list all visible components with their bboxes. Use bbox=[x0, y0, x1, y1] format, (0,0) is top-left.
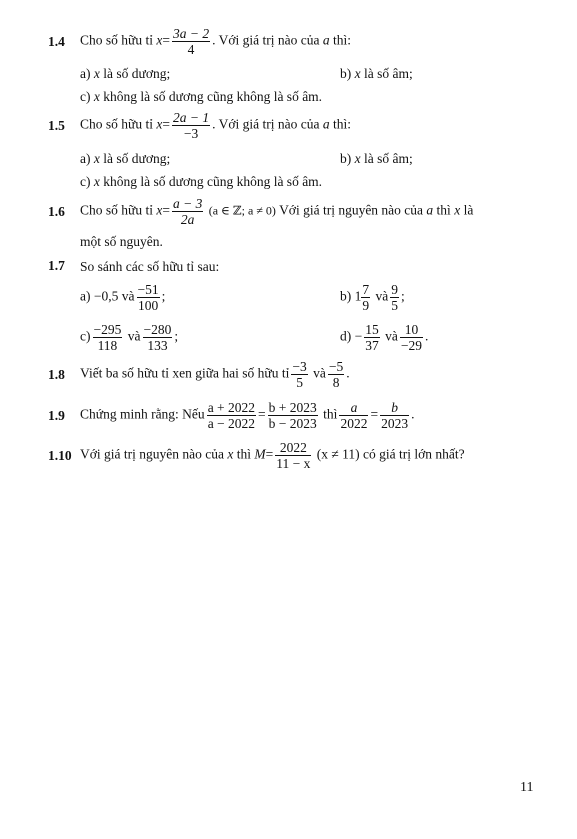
problem-1-4-statement bbox=[80, 26, 351, 57]
problem-1-7-statement: So sánh các số hữu tỉ sau: bbox=[80, 259, 220, 274]
text: = bbox=[265, 446, 274, 462]
fraction bbox=[364, 322, 380, 353]
variable: x bbox=[93, 151, 100, 166]
text: thì: bbox=[332, 116, 351, 132]
numerator: 9 bbox=[391, 282, 398, 297]
text: ; bbox=[401, 288, 405, 304]
problem-1-6-statement bbox=[80, 196, 540, 227]
numerator: −295 bbox=[93, 322, 122, 337]
text: Với giá trị nguyên nào của bbox=[279, 202, 424, 218]
item-label: c) bbox=[80, 328, 91, 344]
value: −0,5 bbox=[93, 288, 119, 304]
text: . bbox=[346, 365, 350, 381]
item-label: b) bbox=[340, 66, 352, 81]
denominator: −29 bbox=[400, 338, 422, 353]
problem-1-7-item-c bbox=[80, 322, 178, 353]
fraction bbox=[339, 400, 368, 431]
denominator: a − 2022 bbox=[207, 416, 256, 431]
variable: a bbox=[322, 32, 330, 48]
variable: a bbox=[426, 202, 434, 218]
fraction bbox=[400, 322, 423, 353]
numerator: a − 3 bbox=[172, 196, 203, 211]
problem-1-5-item-c bbox=[80, 173, 322, 191]
text: Viết ba số hữu tỉ xen giữa hai số hữu tỉ bbox=[80, 365, 290, 381]
item-label: c) bbox=[80, 174, 91, 189]
text: ; bbox=[161, 288, 166, 304]
fraction bbox=[390, 282, 399, 313]
variable: a bbox=[322, 116, 330, 132]
text: . Với giá trị nào của bbox=[212, 32, 320, 48]
text: . Với giá trị nào của bbox=[212, 116, 320, 132]
text: Với giá trị nguyên nào của bbox=[80, 446, 224, 462]
problem-number: 1.9 bbox=[48, 408, 65, 423]
text: là số âm; bbox=[364, 66, 413, 81]
denominator: 8 bbox=[332, 375, 340, 390]
text: = bbox=[258, 406, 266, 422]
denominator: 9 bbox=[362, 298, 370, 313]
denominator: 118 bbox=[97, 338, 118, 353]
denominator: b − 2023 bbox=[268, 416, 317, 431]
numerator: 3a − 2 bbox=[172, 26, 210, 41]
condition: (a ∈ ℤ; a ≠ 0) bbox=[208, 203, 276, 218]
denominator: 2a bbox=[180, 212, 195, 227]
problem-1-4-item-a bbox=[80, 65, 170, 83]
text: là số dương; bbox=[103, 66, 171, 81]
problem-1-7-item-a bbox=[80, 282, 165, 313]
text: và bbox=[127, 328, 141, 344]
denominator: 4 bbox=[187, 42, 195, 57]
text: Chứng minh rằng: Nếu bbox=[80, 406, 205, 422]
text: = bbox=[162, 32, 170, 48]
denominator: 133 bbox=[147, 338, 168, 353]
fraction bbox=[380, 400, 409, 431]
text: là bbox=[463, 202, 474, 218]
problem-1-9-statement bbox=[80, 400, 414, 431]
variable: x bbox=[93, 66, 100, 81]
numerator: −51 bbox=[137, 282, 159, 297]
problem-1-4-item-c bbox=[80, 88, 322, 106]
denominator: 5 bbox=[391, 298, 398, 313]
text: thì bbox=[323, 406, 338, 422]
denominator: 2023 bbox=[381, 416, 409, 431]
variable: x bbox=[93, 174, 100, 189]
text: không là số dương cũng không là số âm. bbox=[103, 89, 323, 104]
problem-1-7-item-b bbox=[340, 282, 405, 313]
text: . bbox=[411, 406, 415, 422]
text: là số dương; bbox=[103, 151, 171, 166]
problem-1-5-item-a bbox=[80, 150, 170, 168]
text: ; bbox=[174, 328, 179, 344]
text: không là số dương cũng không là số âm. bbox=[103, 174, 323, 189]
denominator: −3 bbox=[183, 126, 199, 141]
problem-1-7-item-d bbox=[340, 322, 428, 353]
problem-number: 1.8 bbox=[48, 367, 65, 382]
condition: (x ≠ 11) bbox=[316, 446, 360, 462]
fraction bbox=[143, 322, 173, 353]
numerator: −5 bbox=[328, 359, 344, 374]
numerator: a bbox=[350, 400, 358, 415]
numerator: 7 bbox=[362, 282, 370, 297]
fraction bbox=[275, 440, 311, 471]
text: và bbox=[385, 328, 398, 344]
numerator: −280 bbox=[143, 322, 172, 337]
fraction bbox=[93, 322, 123, 353]
numerator: 2a − 1 bbox=[172, 110, 210, 125]
problem-number: 1.5 bbox=[48, 118, 65, 133]
variable: x bbox=[354, 151, 361, 166]
fraction bbox=[207, 400, 256, 431]
variable: x bbox=[454, 202, 461, 218]
variable: x bbox=[93, 89, 100, 104]
numerator: 10 bbox=[400, 322, 423, 338]
fraction bbox=[361, 282, 370, 313]
problem-number: 1.10 bbox=[48, 448, 72, 463]
denominator: 100 bbox=[137, 298, 159, 313]
problem-1-10-statement bbox=[80, 440, 465, 471]
text: thì bbox=[236, 446, 251, 462]
numerator: a + 2022 bbox=[207, 400, 256, 415]
item-label: b) bbox=[340, 151, 352, 166]
fraction bbox=[172, 196, 203, 227]
text: là số âm; bbox=[364, 151, 413, 166]
problem-number: 1.7 bbox=[48, 258, 65, 273]
variable: x bbox=[354, 66, 361, 81]
fraction bbox=[137, 282, 160, 313]
problem-1-4-item-b bbox=[340, 65, 413, 83]
text: = bbox=[162, 202, 170, 218]
item-label: a) bbox=[80, 151, 91, 166]
numerator: 2022 bbox=[275, 440, 311, 456]
text: thì: bbox=[332, 32, 351, 48]
problem-number: 1.4 bbox=[48, 34, 65, 49]
text: có giá trị lớn nhất? bbox=[363, 446, 465, 462]
problem-1-5-statement bbox=[80, 110, 351, 141]
item-label: a) bbox=[80, 66, 91, 81]
problem-1-8-statement bbox=[80, 359, 350, 390]
item-label: b) bbox=[340, 288, 352, 304]
text: Cho số hữu tỉ bbox=[80, 116, 153, 132]
text: Cho số hữu tỉ bbox=[80, 32, 153, 48]
problem-1-5-item-b bbox=[340, 150, 413, 168]
variable: x bbox=[156, 202, 163, 218]
fraction bbox=[328, 359, 344, 390]
variable: x bbox=[227, 446, 234, 462]
fraction bbox=[268, 400, 318, 431]
text: và bbox=[313, 365, 326, 381]
item-label: c) bbox=[80, 89, 91, 104]
denominator: 5 bbox=[296, 375, 303, 390]
numerator: −3 bbox=[292, 359, 307, 374]
text: Cho số hữu tỉ bbox=[80, 202, 153, 218]
variable: x bbox=[156, 32, 163, 48]
numerator: b bbox=[391, 400, 398, 415]
variable: x bbox=[156, 116, 163, 132]
page-number: 11 bbox=[520, 780, 534, 795]
whole-part: 1 bbox=[354, 288, 362, 304]
fraction bbox=[172, 26, 210, 57]
text: = bbox=[162, 116, 170, 132]
denominator: 37 bbox=[365, 338, 379, 353]
text: thì bbox=[436, 202, 451, 218]
fraction bbox=[291, 359, 307, 390]
problem-1-6-continuation: một số nguyên. bbox=[80, 234, 163, 249]
variable: M bbox=[254, 446, 266, 462]
numerator: 15 bbox=[365, 322, 379, 337]
text: . bbox=[425, 328, 429, 344]
text: và bbox=[375, 288, 389, 304]
text: = bbox=[370, 406, 379, 422]
numerator: b + 2023 bbox=[268, 400, 317, 415]
denominator: 2022 bbox=[340, 416, 368, 431]
denominator: 11 − x bbox=[276, 456, 311, 471]
fraction bbox=[172, 110, 210, 141]
text: và bbox=[121, 288, 135, 304]
item-label: a) bbox=[80, 288, 91, 304]
problem-number: 1.6 bbox=[48, 204, 65, 219]
item-label: d) bbox=[340, 328, 352, 344]
minus-sign: − bbox=[354, 328, 363, 344]
